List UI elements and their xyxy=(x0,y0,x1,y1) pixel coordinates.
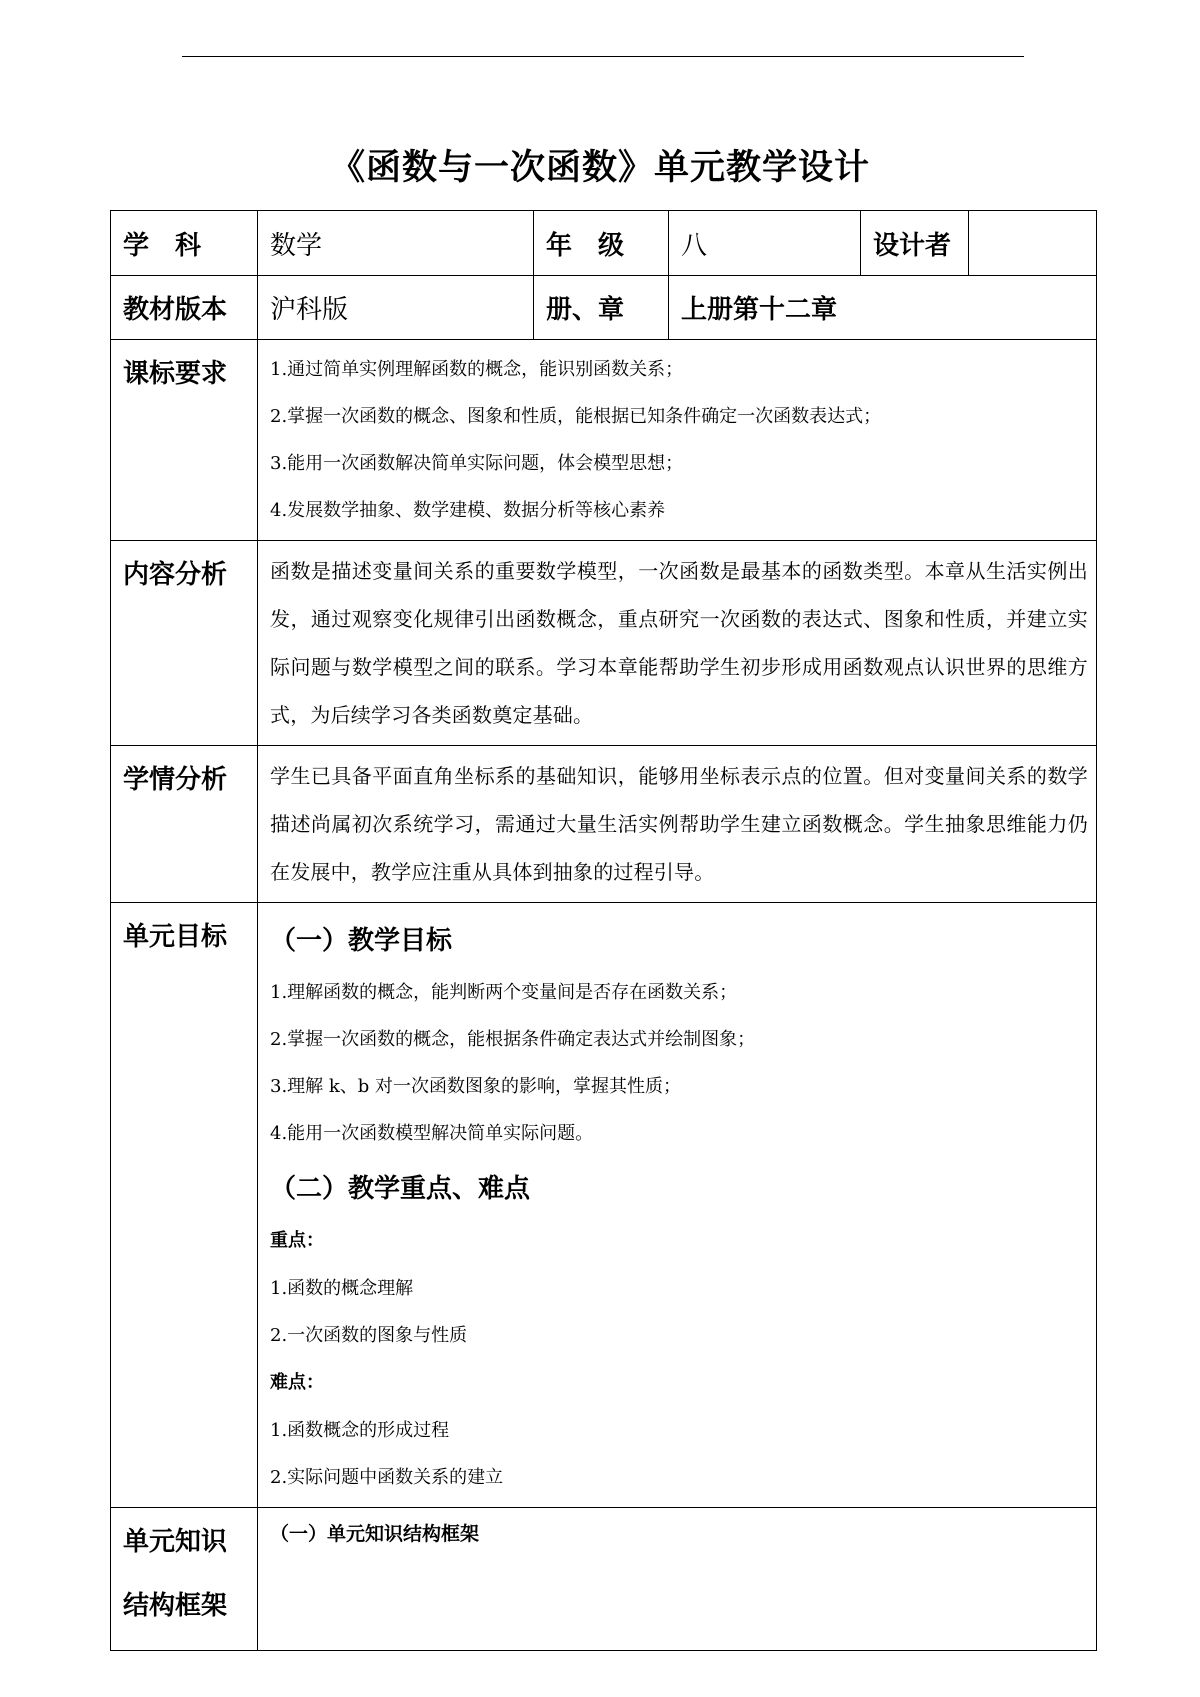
content-analysis-label: 内容分析 xyxy=(111,541,258,746)
content-analysis-text: 函数是描述变量间关系的重要数学模型，一次函数是最基本的函数类型。本章从生活实例出发，通过观察变化规律引出函数概念，重点研究一次函数的表达式、图象和性质，并建立实际问题与数学模型之间的联系。学习本章能帮助学生初步形成用函数观点认识世界的思维方式，为后续学习各类函数奠定基础。 xyxy=(270,559,1088,727)
framework-label-line1: 单元知识 xyxy=(123,1527,228,1557)
difficult-point-item: 1.函数概念的形成过程 xyxy=(270,1420,450,1441)
volume-value: 上册第十二章 xyxy=(669,276,1097,340)
key-difficult-heading: （二）教学重点、难点 xyxy=(270,1174,531,1204)
framework-row xyxy=(111,1508,1097,1651)
framework-heading: （一）单元知识结构框架 xyxy=(270,1523,480,1545)
edition-label: 教材版本 xyxy=(111,276,258,340)
key-point-item: 2.一次函数的图象与性质 xyxy=(270,1325,468,1346)
curriculum-item: 4.发展数学抽象、数学建模、数据分析等核心素养 xyxy=(270,500,666,521)
curriculum-item: 2.掌握一次函数的概念、图象和性质，能根据已知条件确定一次函数表达式； xyxy=(270,406,882,427)
curriculum-label: 课标要求 xyxy=(111,340,258,541)
difficult-point-item: 2.实际问题中函数关系的建立 xyxy=(270,1467,504,1488)
framework-label xyxy=(111,1508,258,1651)
unit-goals-label: 单元目标 xyxy=(111,903,258,1508)
framework-content xyxy=(258,1508,1097,1651)
teaching-goals-heading: （一）教学目标 xyxy=(270,926,453,956)
info-row-1 xyxy=(111,211,1097,276)
difficult-points-label: 难点： xyxy=(270,1372,324,1393)
student-analysis-label: 学情分析 xyxy=(111,746,258,903)
curriculum-item: 3.能用一次函数解决简单实际问题，体会模型思想； xyxy=(270,453,684,474)
goal-item: 3.理解 k、b 对一次函数图象的影响，掌握其性质； xyxy=(270,1076,682,1097)
unit-goals-content xyxy=(258,903,1097,1508)
key-points-label: 重点： xyxy=(270,1230,324,1251)
student-analysis-row xyxy=(111,746,1097,903)
goal-item: 1.理解函数的概念，能判断两个变量间是否存在函数关系； xyxy=(270,982,738,1003)
edition-value: 沪科版 xyxy=(258,276,534,340)
key-point-item: 1.函数的概念理解 xyxy=(270,1278,414,1299)
curriculum-row xyxy=(111,340,1097,541)
framework-label-line2: 结构框架 xyxy=(123,1591,228,1621)
designer-value xyxy=(969,211,1097,276)
grade-value: 八 xyxy=(669,211,861,276)
content-analysis-row xyxy=(111,541,1097,746)
student-analysis-content xyxy=(258,746,1097,903)
goal-item: 4.能用一次函数模型解决简单实际问题。 xyxy=(270,1123,594,1144)
subject-label: 学 科 xyxy=(111,211,258,276)
header-rule xyxy=(182,56,1024,57)
document-title: 《函数与一次函数》单元教学设计 xyxy=(329,148,870,188)
content-analysis-content xyxy=(258,541,1097,746)
unit-goals-row xyxy=(111,903,1097,1508)
subject-value: 数学 xyxy=(258,211,534,276)
designer-label: 设计者 xyxy=(861,211,969,276)
student-analysis-text: 学生已具备平面直角坐标系的基础知识，能够用坐标表示点的位置。但对变量间关系的数学描述尚属初次系统学习，需通过大量生活实例帮助学生建立函数概念。学生抽象思维能力仍在发展中，教学应注重从具体到抽象的过程引导。 xyxy=(270,764,1088,884)
goal-item: 2.掌握一次函数的概念，能根据条件确定表达式并绘制图象； xyxy=(270,1029,756,1050)
info-row-2 xyxy=(111,276,1097,340)
curriculum-item: 1.通过简单实例理解函数的概念，能识别函数关系； xyxy=(270,359,684,380)
design-table xyxy=(110,210,1097,1651)
volume-label: 册、章 xyxy=(534,276,669,340)
curriculum-content xyxy=(258,340,1097,541)
grade-label: 年 级 xyxy=(534,211,669,276)
